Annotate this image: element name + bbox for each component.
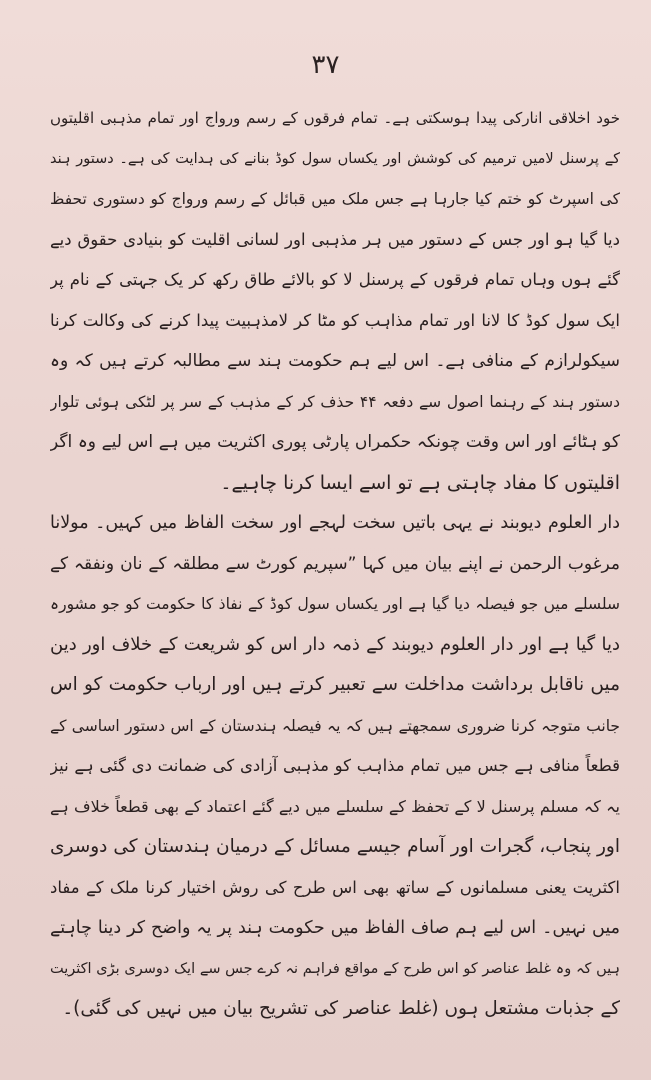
text-line: کو ہٹائے اور اس وقت چونکہ حکمراں پارٹی پوری اکثریت میں ہے اس لیے وہ اگر [50, 432, 620, 452]
text-line: اور پنجاب، گجرات اور آسام جیسے مسائل کے درمیان ہندستان کی دوسری [50, 836, 620, 857]
text-line: ہیں کہ وہ غلط عناصر کو اس طرح کے مواقع فراہم نہ کرے جس سے ایک دوسری بڑی اکثریت [50, 960, 620, 977]
text-line: دیا گیا ہو اور جس کے دستور میں ہر مذہبی اور لسانی اقلیت کو بنیادی حقوق دیے [50, 229, 620, 249]
body-text [50, 98, 620, 1030]
text-line: کے پرسنل لامیں ترمیم کی کوشش اور یکساں سول کوڈ بنانے کی ہدایت کی ہے۔ دستور ہند [50, 150, 620, 167]
text-line: قطعاً منافی ہے جس میں تمام مذاہب کو مذہبی آزادی کی ضمانت دی گئی ہے نیز [50, 756, 620, 775]
text-line: میں ناقابل برداشت مداخلت سے تعبیر کرتے ہیں اور ارباب حکومت کو اس [50, 674, 620, 695]
text-line: مرغوب الرحمن نے اپنے بیان میں کہا ”سپریم کورٹ سے مطلقہ کے نان ونفقہ کے [50, 553, 620, 574]
text-line: دستور ہند کے رہنما اصول سے دفعہ ۴۴ حذف کر کے مذہب کے سر پر لٹکی ہوئی تلوار [50, 392, 620, 411]
text-line: کی اسپرٹ کو ختم کیا جارہا ہے جس ملک میں قبائل کے رسم ورواج کو دستوری تحفظ [50, 190, 620, 208]
text-line: میں نہیں۔ اس لیے ہم صاف الفاظ میں حکومت ہند پر یہ واضح کر دینا چاہتے [50, 918, 620, 938]
text-line: اقلیتوں کا مفاد چاہتی ہے تو اسے ایسا کرنا چاہیے۔ [220, 471, 620, 494]
page-number: ۳۷ [311, 50, 340, 80]
text-line: سلسلے میں جو فیصلہ دیا گیا ہے اور یکساں سول کوڈ کے نفاذ کا حکومت کو جو مشورہ [50, 595, 620, 613]
text-line: گئے ہوں وہاں تمام فرقوں کے پرسنل لا کو بالائے طاق رکھ کر یک جہتی کے نام پر [50, 270, 620, 289]
text-line: خود اخلاقی انارکی پیدا ہوسکتی ہے۔ تمام فرقوں کے رسم ورواج اور تمام مذہبی اقلیتوں [50, 109, 620, 127]
text-line: ایک سول کوڈ کا لانا اور تمام مذاہب کو مٹا کر لامذہبیت پیدا کرنے کی وکالت کرنا [50, 310, 620, 330]
text-line: سیکولرازم کے منافی ہے۔ اس لیے ہم حکومت ہند سے مطالبہ کرتے ہیں کہ وہ [50, 351, 620, 371]
text-line: کے جذبات مشتعل ہوں (غلط عناصر کی تشریح بیان میں نہیں کی گئی)۔ [62, 998, 620, 1019]
text-line: اکثریت یعنی مسلمانوں کے ساتھ بھی اس طرح کی روش اختیار کرنا ملک کے مفاد [50, 877, 620, 897]
text-line: جانب متوجہ کرنا ضروری سمجھتے ہیں کہ یہ فیصلہ ہندستان کے اس دستور اساسی کے [50, 716, 620, 735]
text-line: دیا گیا ہے اور دار العلوم دیوبند کے ذمہ دار اس کو شریعت کے خلاف اور دین [50, 633, 620, 655]
text-line: دار العلوم دیوبند نے یہی باتیں سخت لہجے اور سخت الفاظ میں کہیں۔ مولانا [50, 513, 620, 533]
text-line: یہ کہ مسلم پرسنل لا کے تحفظ کے سلسلے میں دیے گئے اعتماد کے بھی قطعاً خلاف ہے [50, 796, 620, 816]
